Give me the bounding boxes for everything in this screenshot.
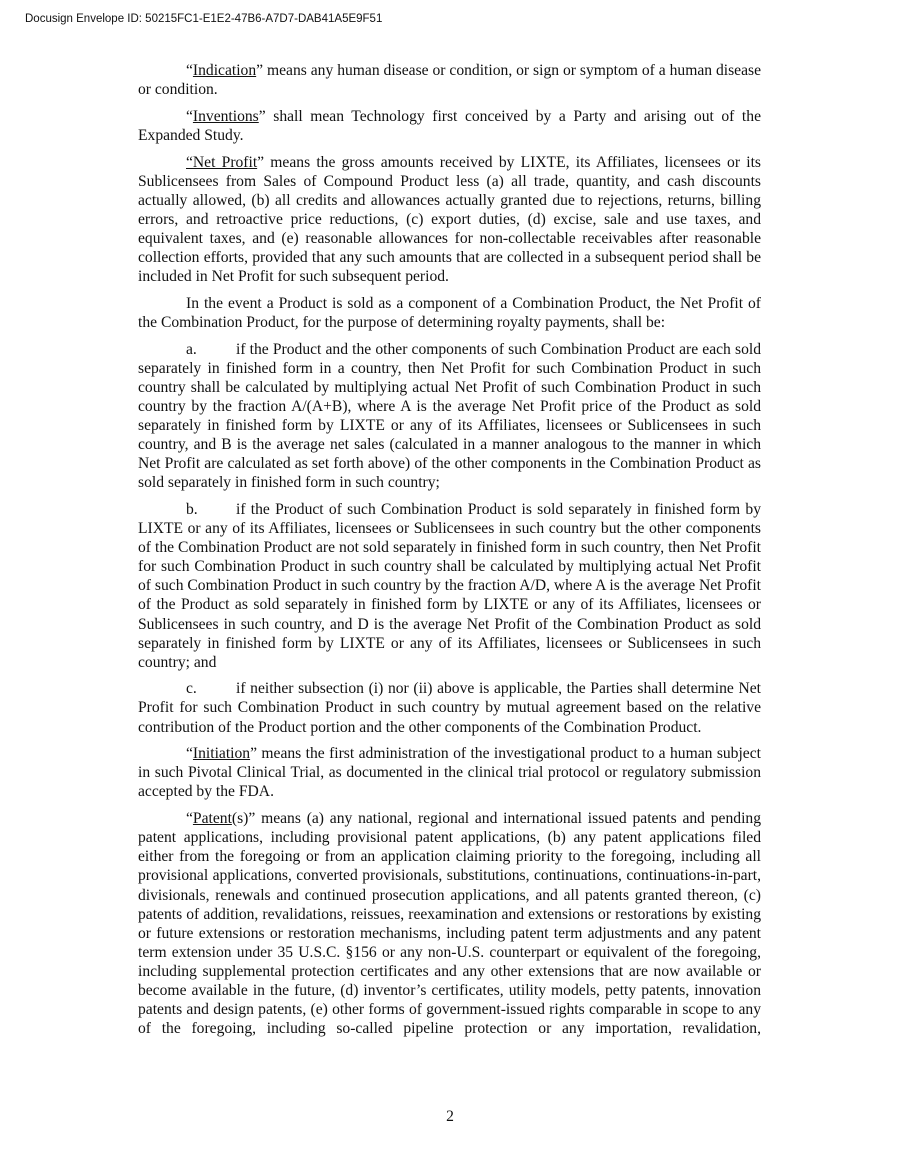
definition-text: shall mean Technology first conceived by a Party and arising out of the Expanded Study. bbox=[138, 107, 761, 144]
definition-text: means (a) any national, regional and international issued patents and pending patent applications, including provisional patent applications, (b) any patent applications filed either from the foregoing or from an application claiming priority to the foregoing, including all provisional applications, converted provisionals, substitutions, continuations, continuations-in-part, divisionals, renewals and continued prosecution applications, and all patents granted thereon, (c) patents of addition, revalidations, reissues, reexamination and extensions or restorations by existing or future extensions or restoration mechanisms, including patent term adjustments and any patent term extension under 35 U.S.C. §156 or any non-U.S. counterpart or equivalent of the foregoing, including supplemental protection certificates and any other extensions that are now available or become available in the future, (d) inventor’s certificates, utility models, petty patents, innovation patents and design patents, (e) other forms of government-issued rights comparable in scope to any of the foregoing, including so-called pipeline protection or any importation, revalidation, bbox=[138, 810, 761, 1038]
clause-c bbox=[138, 679, 761, 736]
clause-text: if the Product and the other components of such Combination Product are each sold separately in finished form in a country, then Net Profit for such Combination Product in such country shall be calculated by multiplying actual Net Profit of such Combination Product in such country by the fraction A/(A+B), where A is the average Net Profit price of the Product as sold separately in finished form by LIXTE or any of its Affiliates, licensees or Sublicensees in such country, and B is the average net sales (calculated in a manner analogous to the manner in which Net Profit are calculated as set forth above) of the other components in the Combination Product as sold separately in finished form in such country; bbox=[138, 340, 761, 492]
close-quote: (s)” bbox=[231, 810, 256, 828]
definition-net-profit bbox=[138, 153, 761, 287]
defined-term: Inventions bbox=[192, 107, 259, 125]
open-quote: “ bbox=[186, 810, 193, 828]
open-quote: “ bbox=[186, 107, 193, 125]
close-quote: ” bbox=[257, 153, 265, 171]
clause-a bbox=[138, 340, 761, 493]
definition-patents bbox=[138, 809, 761, 1038]
defined-term: Indication bbox=[192, 62, 257, 79]
defined-term: Initiation bbox=[192, 745, 251, 763]
clause-b bbox=[138, 500, 761, 672]
definition-inventions bbox=[138, 107, 761, 145]
defined-term: “Net Profit bbox=[186, 153, 258, 171]
definition-text: means the gross amounts received by LIXTE, its Affiliates, licensees or its Sublicensees from Sales of Compound Product less (a) all trade, quantity, and cash discounts actually allowed, (b) all credits and allowances actually granted due to rejections, returns, billing errors, and retroactive price reductions, (c) export duties, (d) excise, sale and use taxes, and equivalent taxes, and (e) reasonable allowances for non-collectable receivables after reasonable collection efforts, provided that any such amounts that are collected in a subsequent period shall be included in Net Profit for such subsequent period. bbox=[138, 153, 761, 286]
close-quote: ” bbox=[258, 107, 266, 125]
page-number: 2 bbox=[446, 1108, 454, 1125]
combination-product-intro: In the event a Product is sold as a component of a Combination Product, the Net Profit of the Combination Product, for the purpose of determining royalty payments, shall be: bbox=[138, 294, 761, 331]
clause-text: if neither subsection (i) nor (ii) above is applicable, the Parties shall determine Net Profit for such Combination Product in such country by mutual agreement based on the relative contribution of the Product portion and the other components of the Combination Product. bbox=[138, 680, 761, 736]
open-quote: “ bbox=[186, 745, 193, 763]
defined-term: Patent bbox=[192, 810, 232, 828]
document-page-body bbox=[138, 61, 761, 1046]
clause-text: if the Product of such Combination Product is sold separately in finished form by LIXTE or any of its Affiliates, licensees or Sublicensees in such country but the other components of the Combination Product are not sold separately in finished form in such country, then Net Profit for such Combination Product in such country shall be calculated by multiplying actual Net Profit of such Combination Product in such country by the fraction A/D, where A is the average Net Profit of the Product as sold separately in finished form by LIXTE or any of its Affiliates, licensees or Sublicensees in such country, and D is the average Net Profit of the Combination Product as sold separately in finished form by LIXTE or any of its Affiliates, licensees or Sublicensees in such country; and bbox=[138, 500, 761, 671]
definition-text: means the first administration of the investigational product to a human subject in such Pivotal Clinical Trial, as documented in the clinical trial protocol or regulatory submission accepted by the FDA. bbox=[138, 745, 761, 801]
clause-marker: b. bbox=[186, 500, 198, 518]
definition-text: means any human disease or condition, or sign or symptom of a human disease or condition. bbox=[138, 62, 761, 99]
clause-marker: a. bbox=[186, 340, 197, 358]
close-quote: ” bbox=[250, 745, 258, 763]
open-quote: “ bbox=[186, 62, 193, 79]
docusign-envelope-id: Docusign Envelope ID: 50215FC1-E1E2-47B6-A7D7-DAB41A5E9F51 bbox=[25, 13, 383, 25]
clause-marker: c. bbox=[186, 680, 197, 698]
close-quote: ” bbox=[256, 62, 264, 79]
definition-indication bbox=[138, 61, 761, 99]
definition-initiation bbox=[138, 744, 761, 801]
